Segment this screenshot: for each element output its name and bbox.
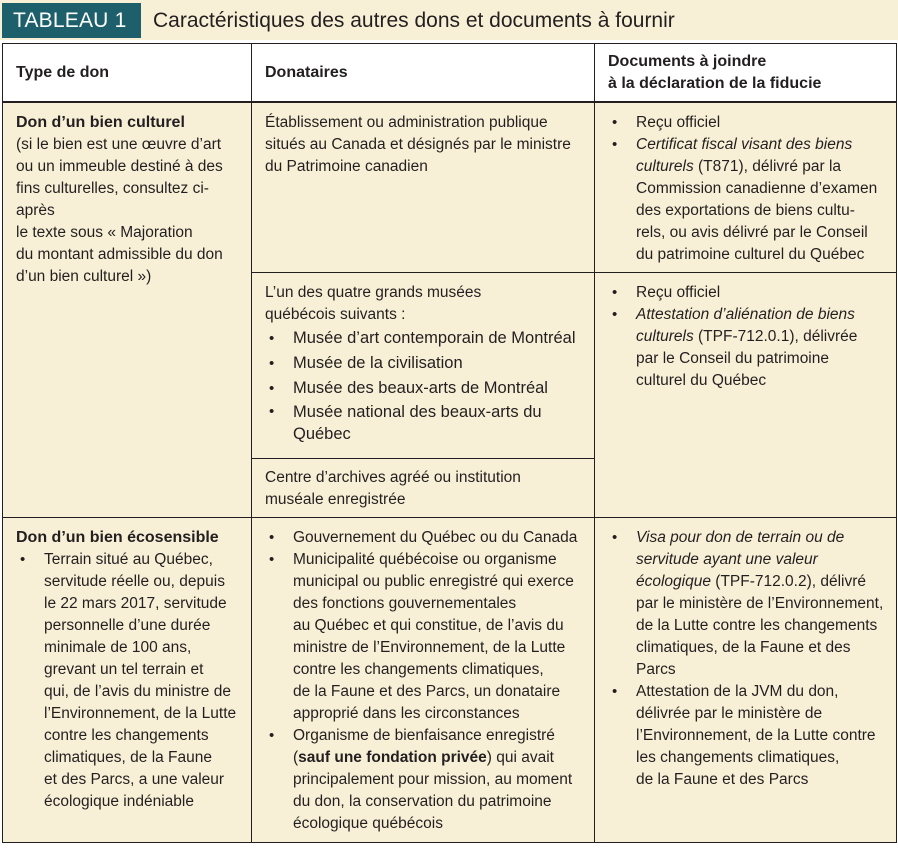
table-row bbox=[3, 102, 897, 273]
characteristics-table bbox=[2, 43, 897, 843]
documents-ecosensible bbox=[595, 518, 897, 843]
header-donataires: Donataires bbox=[252, 44, 595, 102]
header-row bbox=[3, 44, 897, 102]
list-item: • Visa pour don de terrain ou de servitude ayant une valeur écologique (TPF-712.0.2), délivré par le ministère de l’Environnement, de la Lutte contre les changements climatiques, de la Faune et des Parcs bbox=[608, 527, 884, 681]
list-item: • Organisme de bienfaisance enregistré (sauf une fondation privée) qui avait principalement pour mission, au moment du don, la conservation du patrimoine écologique québécois bbox=[265, 725, 582, 835]
donataires-musees: L’un des quatre grands musées québécois suivants : • Musée d’art contemporain de Montréal • Musée de la civilisation • Musée des beaux-arts de Montréal • Musée national des beaux-arts du Québec bbox=[252, 273, 595, 459]
table-row bbox=[3, 518, 897, 843]
list-item: • Certificat fiscal visant des biens culturels (T871), délivré par la Commission canadienne d’examen des exportations de biens cultu- rels, ou avis délivré par le Conseil du patrimoine culturel du Québec bbox=[608, 134, 884, 266]
donataires-etablissement: Établissement ou administration publique situés au Canada et désignés par le ministre du Patrimoine canadien bbox=[252, 102, 595, 273]
header-documents: Documents à joindre à la déclaration de la fiducie bbox=[595, 44, 897, 102]
table-title: Caractéristiques des autres dons et documents à fournir bbox=[153, 9, 675, 32]
documents-bien-culturel-b bbox=[595, 273, 897, 518]
list-item: • Gouvernement du Québec ou du Canada bbox=[265, 527, 582, 549]
list-item: • Reçu officiel bbox=[608, 282, 884, 304]
list-item: • Attestation de la JVM du don, délivrée par le ministère de l’Environnement, de la Lutte contre les changements climatiques, de la Faune et des Parcs bbox=[608, 681, 884, 791]
type-bien-culturel: Don d’un bien culturel (si le bien est une œuvre d’art ou un immeuble destiné à des fins culturelles, consultez ci-après le texte sous « Majoration du montant admissible du don d’un bien culturel ») bbox=[3, 102, 252, 518]
list-item: • Terrain situé au Québec, servitude réelle ou, depuis le 22 mars 2017, servitude personnelle d’une durée minimale de 100 ans, grevant un tel terrain et qui, de l’avis du ministre de l’Environnement, de la Lutte contre les changements climatiques, de la Faune et des Parcs, a une valeur écologique indéniable bbox=[16, 549, 239, 813]
list-item: • Municipalité québécoise ou organisme municipal ou public enregistré qui exerce des fonctions gouvernementales au Québec et qui constitue, de l’avis du ministre de l’Environnement, de la Lutte contre les changements climatiques, de la Faune et des Parcs, un donataire approprié dans les circonstances bbox=[265, 549, 582, 725]
list-item: • Musée de la civilisation bbox=[265, 351, 582, 376]
list-item: • Musée des beaux-arts de Montréal bbox=[265, 376, 582, 401]
donataires-archives: Centre d’archives agréé ou institution muséale enregistrée bbox=[252, 459, 595, 518]
documents-bien-culturel-a bbox=[595, 102, 897, 273]
list-item: • Attestation d’aliénation de biens culturels (TPF-712.0.1), délivrée par le Conseil du patrimoine culturel du Québec bbox=[608, 304, 884, 392]
table-number-badge: TABLEAU 1 bbox=[2, 3, 141, 38]
donataires-ecosensible bbox=[252, 518, 595, 843]
list-item: • Musée d’art contemporain de Montréal bbox=[265, 326, 582, 351]
title-bar bbox=[0, 0, 898, 40]
list-item: • Reçu officiel bbox=[608, 112, 884, 134]
header-type-de-don: Type de don bbox=[3, 44, 252, 102]
list-item: • Musée national des beaux-arts du Québec bbox=[265, 401, 582, 445]
type-bien-ecosensible: Don d’un bien écosensible • Terrain situé au Québec, servitude réelle ou, depuis le 22 mars 2017, servitude personnelle d’une durée minimale de 100 ans, grevant un tel terrain et qui, de l’avis du ministre de l’Environnement, de la Lutte contre les changements climatiques, de la Faune et des Parcs, a une valeur écologique indéniable bbox=[3, 518, 252, 843]
